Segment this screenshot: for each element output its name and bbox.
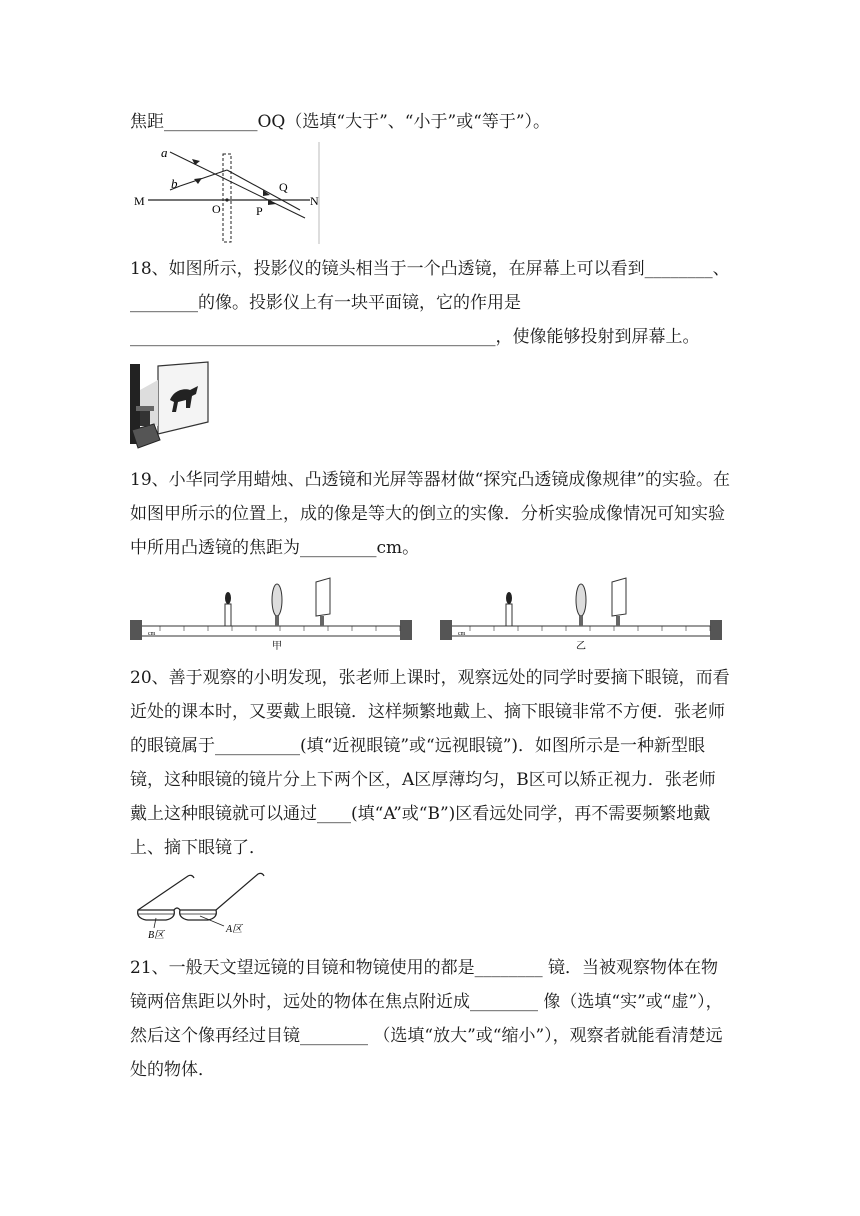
- q18-text-line-3: ___________________________________________，使像能够投射到屏幕上。: [130, 327, 700, 347]
- q20-text-line-6: 上、摘下眼镜了．: [130, 838, 266, 858]
- convex-lens: [272, 584, 282, 626]
- q20-text-line-5: 戴上这种眼镜就可以通过____(填“A”或“B”)区看远处同学，再不需要频繁地戴: [130, 804, 711, 824]
- label-b: b: [171, 176, 178, 191]
- q21-text-line-1: 21、一般天文望远镜的目镜和物镜使用的都是________ 镜．当被观察物体在物: [130, 958, 719, 978]
- q17-text-line-1: 焦距___________OQ（选填“大于”、“小于”或“等于”）。: [130, 112, 551, 132]
- fig-caption-jia: 甲: [272, 641, 282, 652]
- light-screen: [612, 578, 626, 626]
- ruler-unit: cm: [148, 631, 156, 637]
- q20-text-line-4: 镜，这种眼镜的镜片分上下两个区，A区厚薄均匀，B区可以矫正视力．张老师: [130, 770, 716, 790]
- label-N: N: [310, 194, 319, 208]
- q20-text-line-2: 近处的课本时，又要戴上眼镜．这样频繁地戴上、摘下眼镜非常不方便．张老师: [130, 702, 725, 722]
- q20-text-line-1: 20、善于观察的小明发现，张老师上课时，观察远处的同学时要摘下眼镜，而看: [130, 668, 730, 688]
- label-Q: Q: [279, 180, 288, 194]
- q21-text-line-2: 镜两倍焦距以外时，远处的物体在焦点附近成________ 像（选填“实”或“虚”），: [130, 992, 723, 1012]
- label-M: M: [134, 194, 145, 208]
- optical-bench-yi: [440, 574, 725, 652]
- label-O: O: [212, 202, 221, 216]
- q21-text-line-3: 然后这个像再经过目镜________ （选填“放大”或“缩小”），观察者就能看清楚远: [130, 1026, 723, 1046]
- q19-text-line-1: 19、小华同学用蜡烛、凸透镜和光屏等器材做“探究凸透镜成像规律”的实验。在: [130, 470, 731, 490]
- q20-text-line-3: 的眼镜属于__________(填“近视眼镜”或“远视眼镜”)．如图所示是一种新型眼: [130, 736, 706, 756]
- label-P: P: [256, 204, 263, 218]
- candle: [225, 592, 231, 626]
- ruler-unit: cm: [458, 631, 466, 637]
- label-b-zone: B区: [148, 930, 165, 941]
- q19-text-line-2: 如图甲所示的位置上，成的像是等大的倒立的实像．分析实验成像情况可知实验: [130, 504, 725, 524]
- light-screen: [316, 578, 330, 626]
- fig-caption-yi: 乙: [576, 641, 586, 652]
- q19-text-line-3: 中所用凸透镜的焦距为_________cm。: [130, 538, 420, 558]
- candle: [506, 592, 512, 626]
- q18-text-line-2: ________的像。投影仪上有一块平面镜，它的作用是: [130, 293, 521, 313]
- convex-lens: [576, 584, 586, 626]
- q21-text-line-4: 处的物体．: [130, 1060, 215, 1080]
- optical-bench-jia: [130, 574, 415, 652]
- q17-lens-ray-diagram: [130, 140, 330, 248]
- label-a-zone: A区: [226, 924, 243, 935]
- label-a: a: [161, 145, 168, 160]
- glasses-illustration: [128, 866, 268, 940]
- q18-text-line-1: 18、如图所示，投影仪的镜头相当于一个凸透镜，在屏幕上可以看到________、: [130, 259, 730, 279]
- projector-illustration: [128, 360, 212, 452]
